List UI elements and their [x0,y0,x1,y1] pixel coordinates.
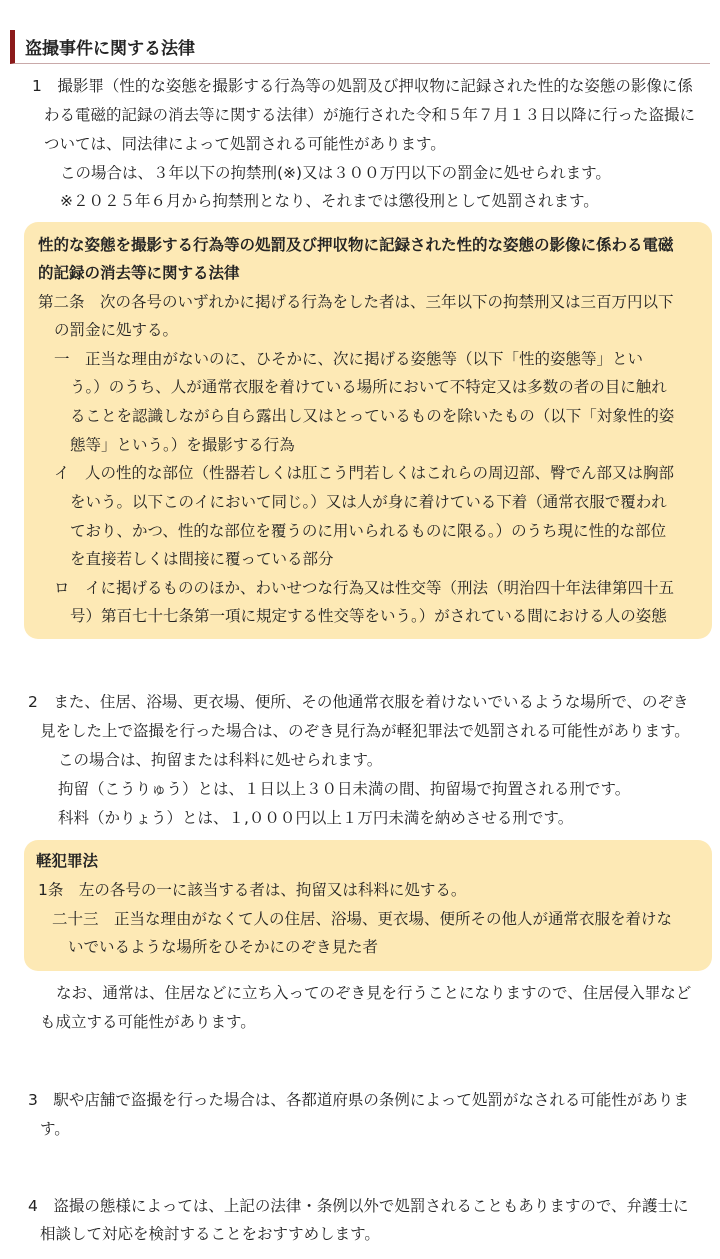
section-heading [10,30,710,64]
law-text: をいう。以下このイにおいて同じ。）又は人が身に着けている下着（通常衣服で覆われ [70,493,667,511]
section3-line: す。 [40,1120,70,1138]
section1-line: 1 撮影罪（性的な姿態を撮影する行為等の処罰及び押収物に記録された性的な姿態の影像に係 [32,77,693,95]
law-text: ることを認識しながら自ら露出し又はとっているものを除いたもの（以下「対象性的姿 [70,407,675,425]
section2-line: 見をした上で盗撮を行った場合は、のぞき見行為が軽犯罪法で処罰される可能性があります。 [40,722,690,740]
law-text: 第二条 次の各号のいずれかに掲げる行為をした者は、三年以下の拘禁刑又は三百万円以下 [38,293,674,311]
law-title: 軽犯罪法 [36,852,99,870]
section2-line: 科料（かりょう）とは、１,０００円以上１万円未満を納めさせる刑です。 [58,809,574,827]
law-quote-box [24,222,712,639]
law-title: 的記録の消去等に関する法律 [38,264,240,282]
section2-line: 拘留（こうりゅう）とは、１日以上３０日未満の間、拘留場で拘置される刑です。 [58,780,631,798]
section4-line: 相談して対応を検討することをおすすめします。 [40,1225,380,1243]
law-text: う。）のうち、人が通常衣服を着けている場所において不特定又は多数の者の目に触れ [70,378,667,396]
section1-line: この場合は、３年以下の拘禁刑(※)又は３００万円以下の罰金に処せられます。 [60,164,611,182]
section1-line: ついては、同法律によって処罰される可能性があります。 [44,135,446,153]
law-text: の罰金に処する。 [54,321,179,339]
law-text: ており、かつ、性的な部位を覆うのに用いられるものに限る。）のうち現に性的な部位 [70,522,667,540]
law-text: 1条 左の各号の一に該当する者は、拘留又は科料に処する。 [38,881,467,899]
law-text: 号）第百七十七条第一項に規定する性交等をいう。）がされている間における人の姿態 [70,607,667,625]
section4-line: 4 盗撮の態様によっては、上記の法律・条例以外で処罰されることもありますので、弁護士に [28,1197,689,1215]
section2-line: この場合は、拘留または科料に処せられます。 [58,751,383,769]
law-title: 性的な姿態を撮影する行為等の処罰及び押収物に記録された性的な姿態の影像に係わる電磁 [38,236,674,254]
page-title: 盗撮事件に関する法律 [25,39,195,59]
law-text: 二十三 正当な理由がなくて人の住居、浴場、更衣場、便所その他人が通常衣服を着けな [52,910,673,928]
section1-line: わる電磁的記録の消去等に関する法律）が施行された令和５年７月１３日以降に行った盗撮に [44,106,696,124]
note-line: なお、通常は、住居などに立ち入ってのぞき見を行うことになりますので、住居侵入罪など [56,984,692,1002]
law-text: 態等」という。）を撮影する行為 [70,436,295,454]
law-text: いでいるような場所をひそかにのぞき見た者 [68,938,379,956]
law-text: 一 正当な理由がないのに、ひそかに、次に掲げる姿態等（以下「性的姿態等」とい [54,350,644,368]
section1-line: ※２０２５年６月から拘禁刑となり、それまでは懲役刑として処罰されます。 [60,192,599,210]
note-line: も成立する可能性があります。 [40,1013,256,1031]
law-text: ロ イに掲げるもののほか、わいせつな行為又は性交等（刑法（明治四十年法律第四十五 [54,579,675,597]
section3-line: 3 駅や店舗で盗撮を行った場合は、各都道府県の条例によって処罰がなされる可能性がありま [28,1091,689,1109]
law-text: イ 人の性的な部位（性器若しくは肛こう門若しくはこれらの周辺部、臀でん部又は胸部 [54,464,675,482]
law-text: を直接若しくは間接に覆っている部分 [70,550,334,568]
section2-line: 2 また、住居、浴場、更衣場、便所、その他通常衣服を着けないでいるような場所で、のぞき [28,693,689,711]
